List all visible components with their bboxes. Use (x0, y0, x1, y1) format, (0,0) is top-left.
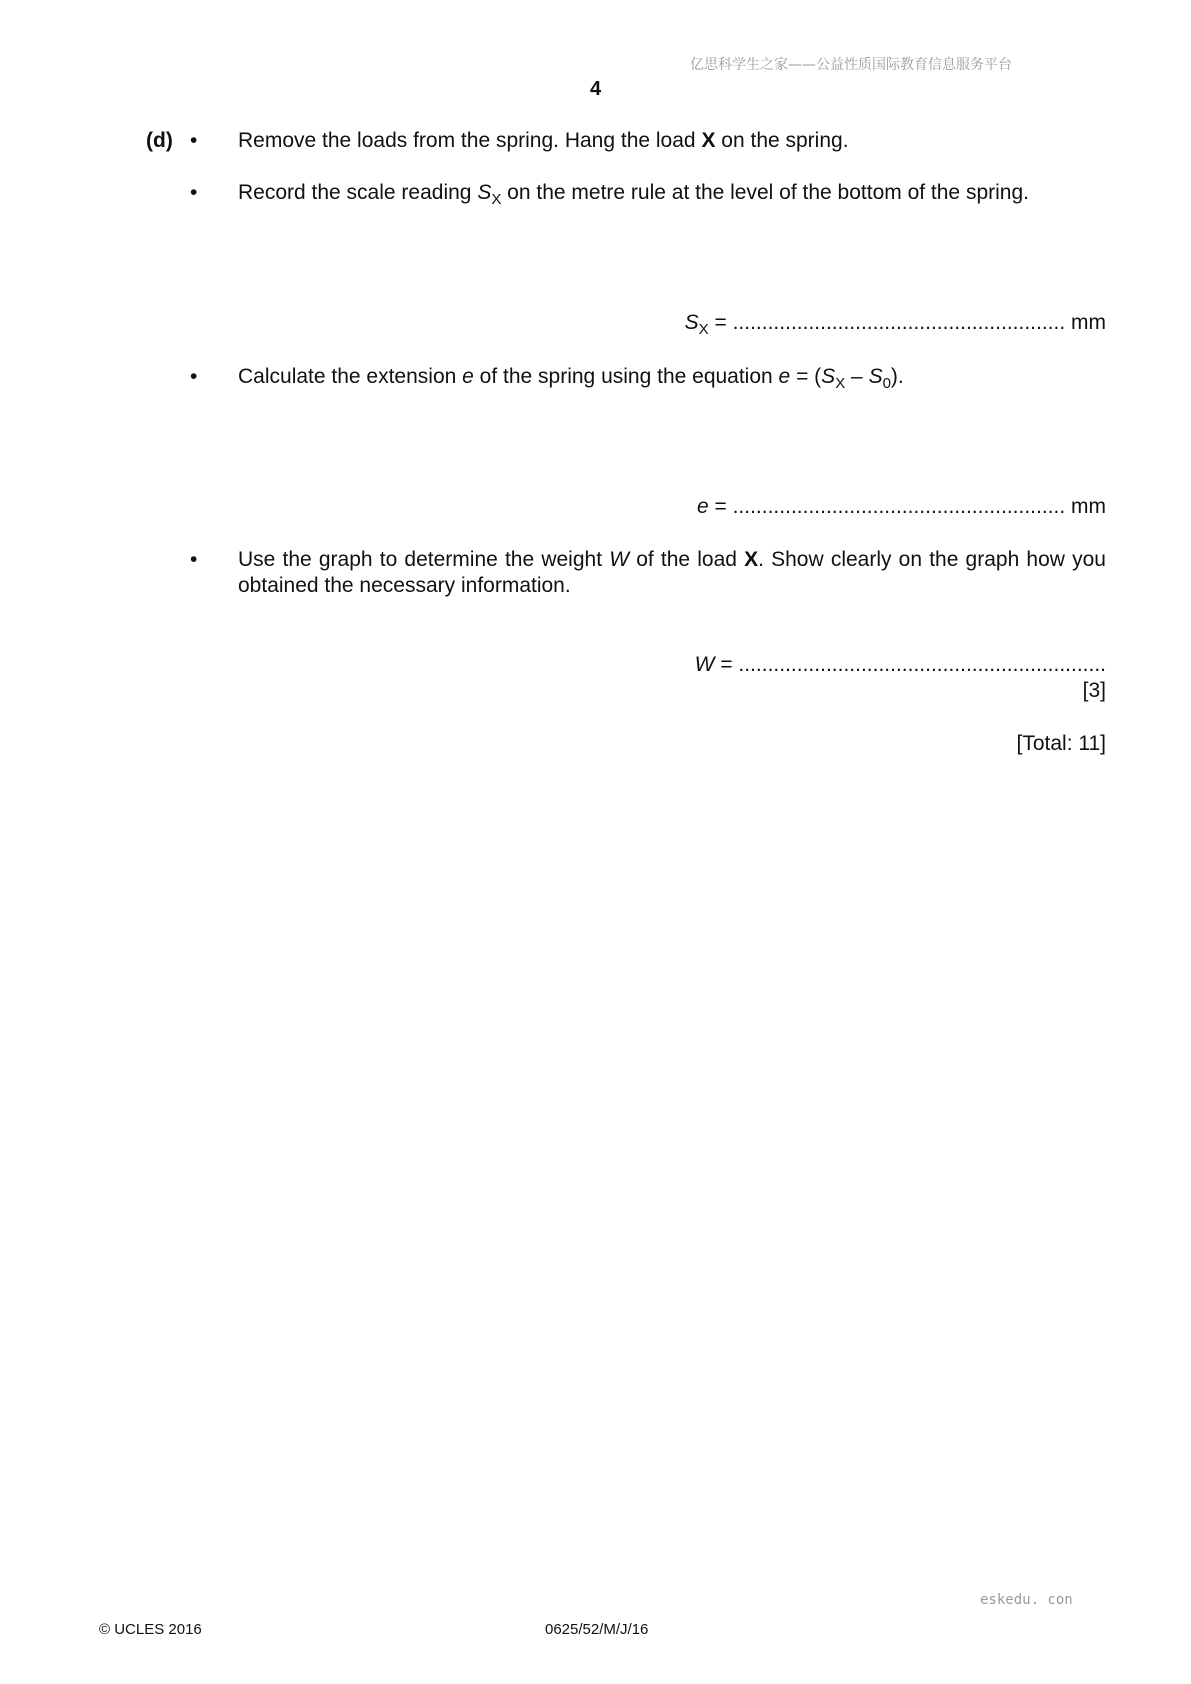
paper-code: 0625/52/M/J/16 (545, 1621, 649, 1638)
instruction-record-scale: Record the scale reading $S_X$ on the metre rule at the level of the bottom of the spring. (238, 181, 1029, 208)
instruction-remove-loads: Remove the loads from the spring. Hang the load X on the spring. (238, 129, 849, 152)
marks-allocation: [3] (1082, 679, 1106, 702)
bullet-1: • (190, 129, 198, 152)
total-marks: [Total: 11] (1016, 732, 1106, 755)
bullet-2: • (190, 181, 198, 204)
instruction-determine-weight: Use the graph to determine the weight W of the load X. Show clearly on the graph how you obtained the necessary information. (238, 548, 1106, 597)
answer-line-w[interactable]: W = ............................................................... (694, 653, 1106, 676)
answer-line-e[interactable]: e = ......................................................... mm (696, 495, 1106, 518)
page-number: 4 (589, 78, 602, 100)
answer-line-sx[interactable]: $S_X$ = ......................................................... mm (684, 311, 1106, 338)
bullet-4: • (190, 548, 198, 571)
watermark-footer: eskedu. con (980, 1592, 1073, 1608)
copyright: © UCLES 2016 (99, 1621, 202, 1638)
part-label: (d) (146, 129, 173, 152)
watermark-header: 亿思科学生之家——公益性质国际教育信息服务平台 (690, 57, 1012, 73)
instruction-calculate-extension: Calculate the extension e of the spring using the equation $e = (S_X - S_0)$. (238, 365, 904, 392)
bullet-3: • (190, 365, 198, 388)
